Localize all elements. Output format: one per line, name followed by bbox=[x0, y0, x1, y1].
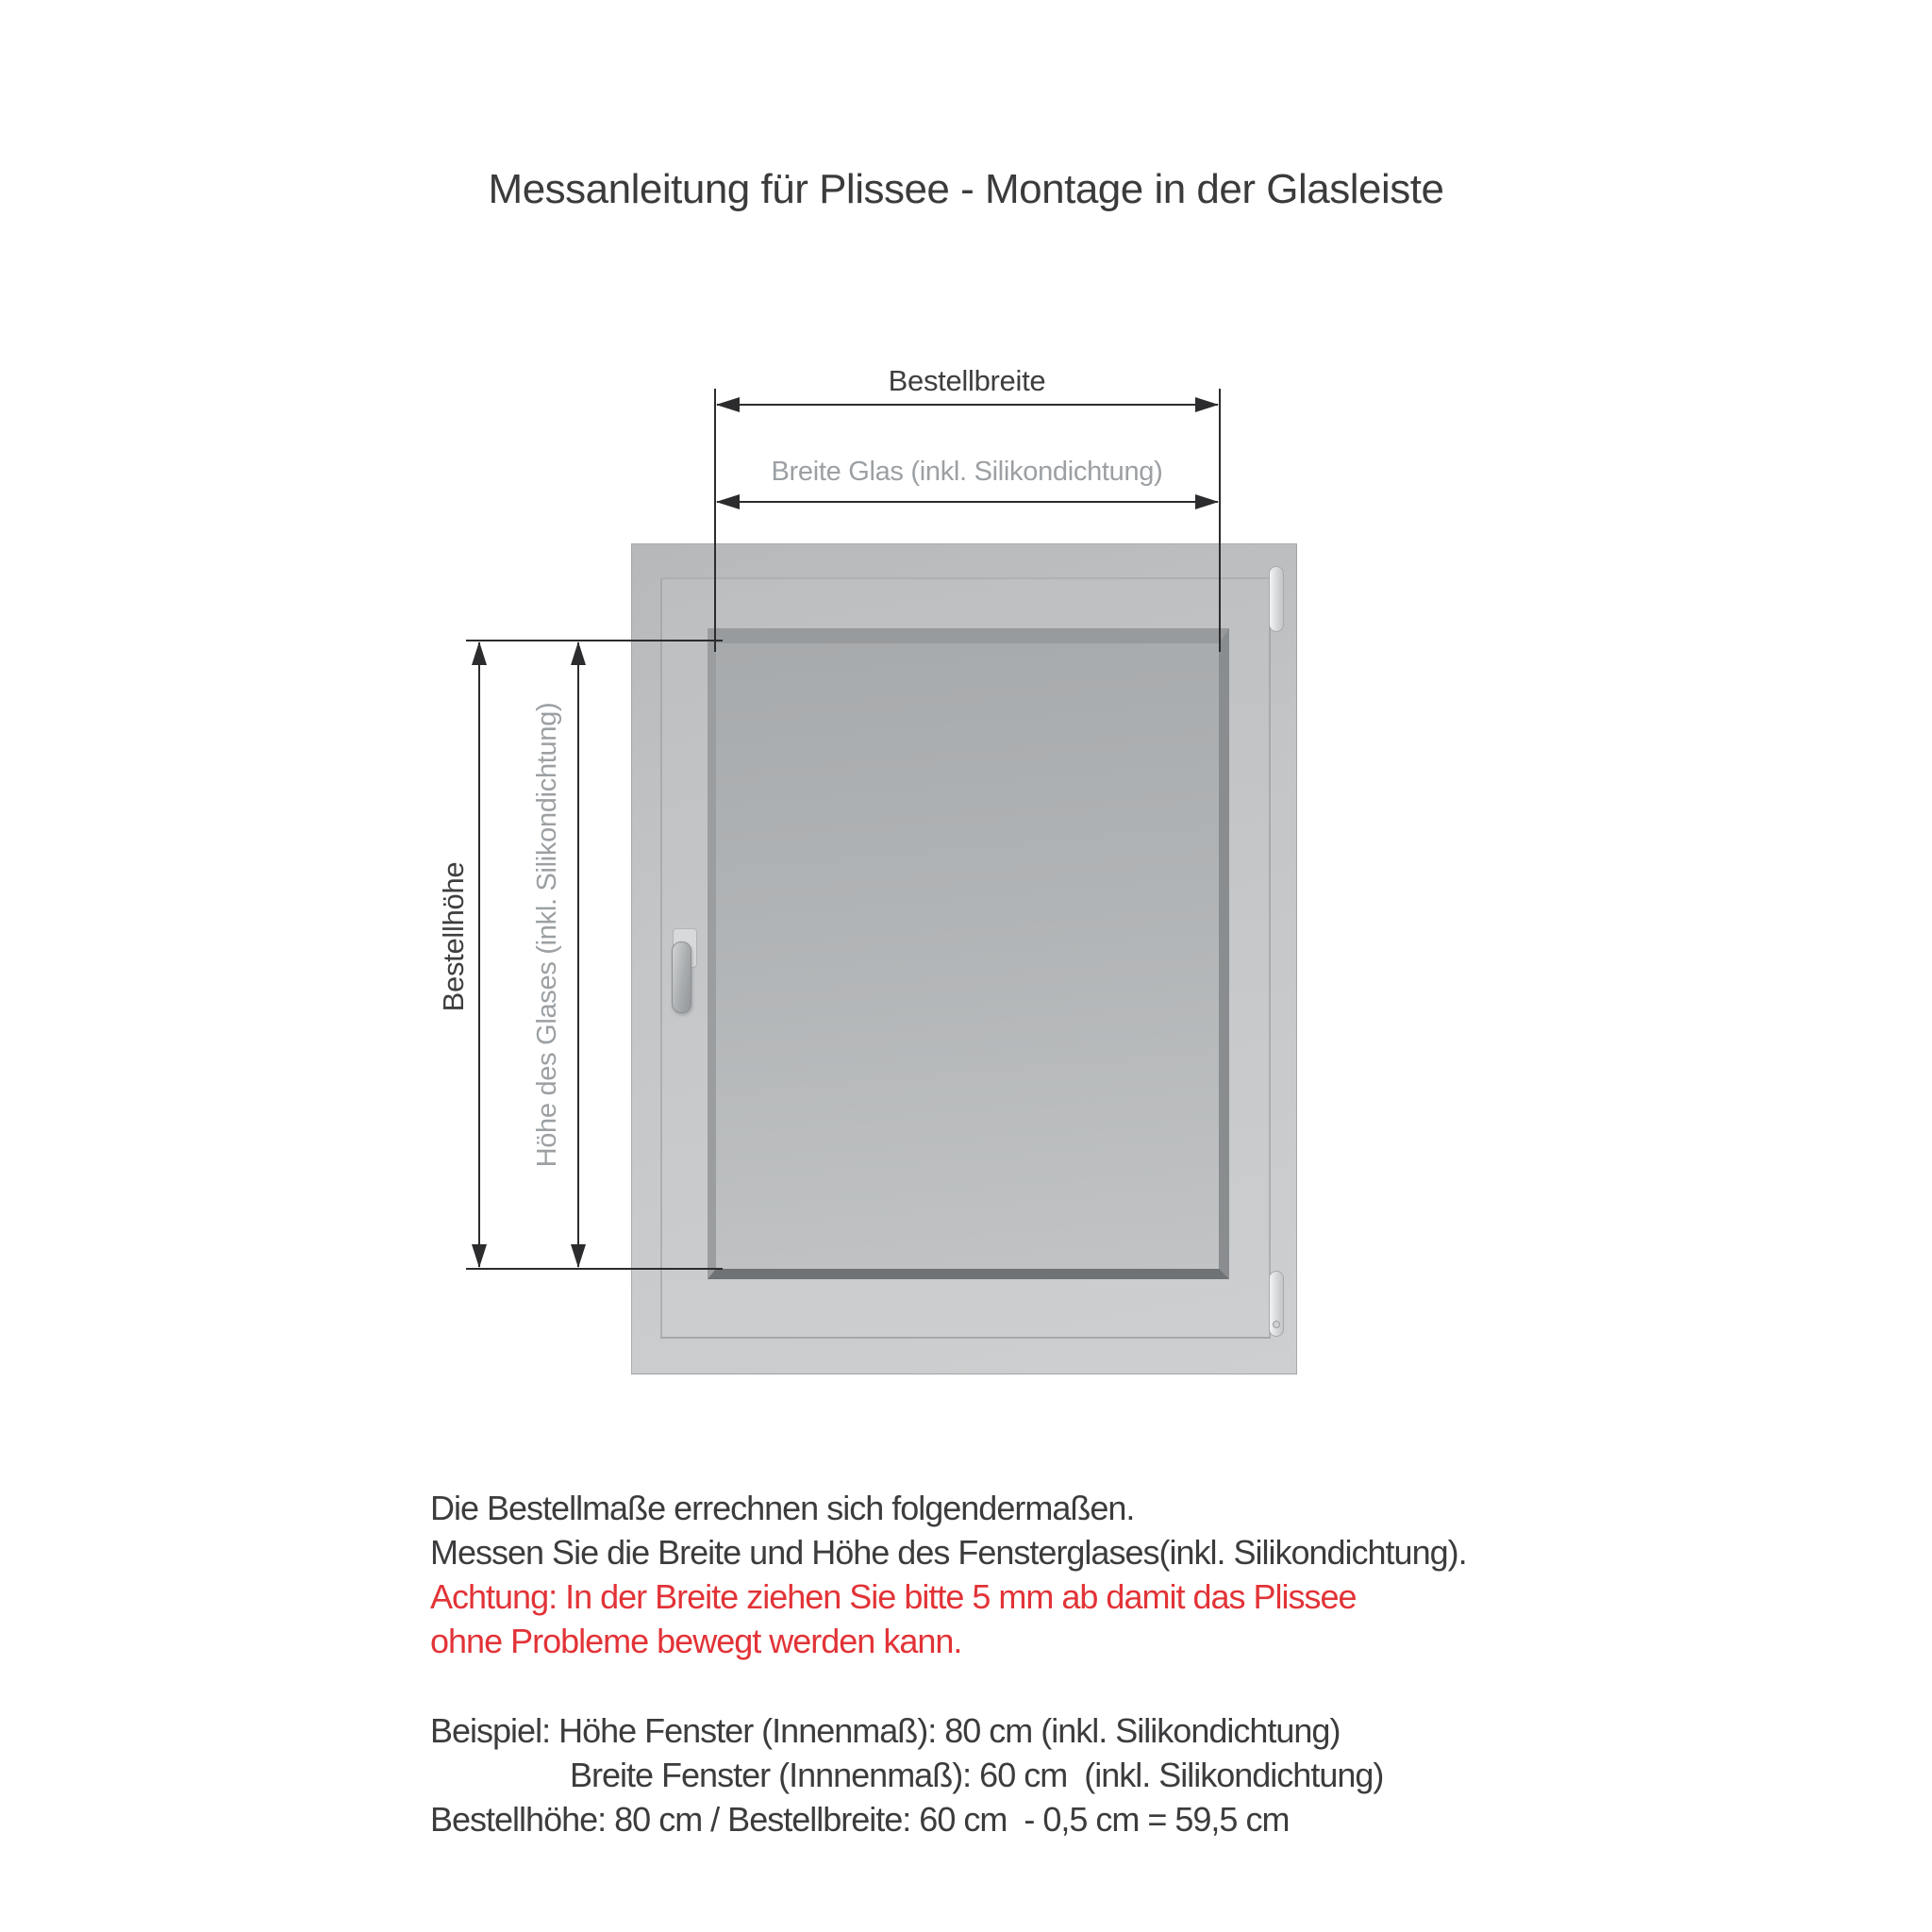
example-line: Breite Fenster (Innnenmaß): 60 cm (inkl. Silikondichtung) bbox=[570, 1756, 1384, 1794]
label-glass-height: Höhe des Glases (inkl. Silikondichtung) bbox=[532, 702, 562, 1168]
page-title: Messanleitung für Plissee - Montage in der Glasleiste bbox=[488, 166, 1444, 212]
instruction-warning-line: ohne Probleme bewegt werden kann. bbox=[430, 1622, 962, 1660]
instruction-line: Die Bestellmaße errechnen sich folgendermaßen. bbox=[430, 1489, 1135, 1527]
text-spacer bbox=[430, 1663, 1467, 1708]
instruction-warning-line: Achtung: In der Breite ziehen Sie bitte 5 mm ab damit das Plissee bbox=[430, 1577, 1357, 1616]
instruction-line: Messen Sie die Breite und Höhe des Fensterglases(inkl. Silikondichtung). bbox=[430, 1533, 1467, 1572]
label-order-height: Bestellhöhe bbox=[437, 861, 470, 1012]
label-order-width: Bestellbreite bbox=[888, 364, 1046, 397]
instruction-text bbox=[430, 1486, 1467, 1841]
label-glass-width: Breite Glas (inkl. Silikondichtung) bbox=[771, 457, 1163, 487]
example-line: Bestellhöhe: 80 cm / Bestellbreite: 60 cm - 0,5 cm = 59,5 cm bbox=[430, 1800, 1290, 1839]
example-line: Beispiel: Höhe Fenster (Innenmaß): 80 cm (inkl. Silikondichtung) bbox=[430, 1711, 1341, 1750]
